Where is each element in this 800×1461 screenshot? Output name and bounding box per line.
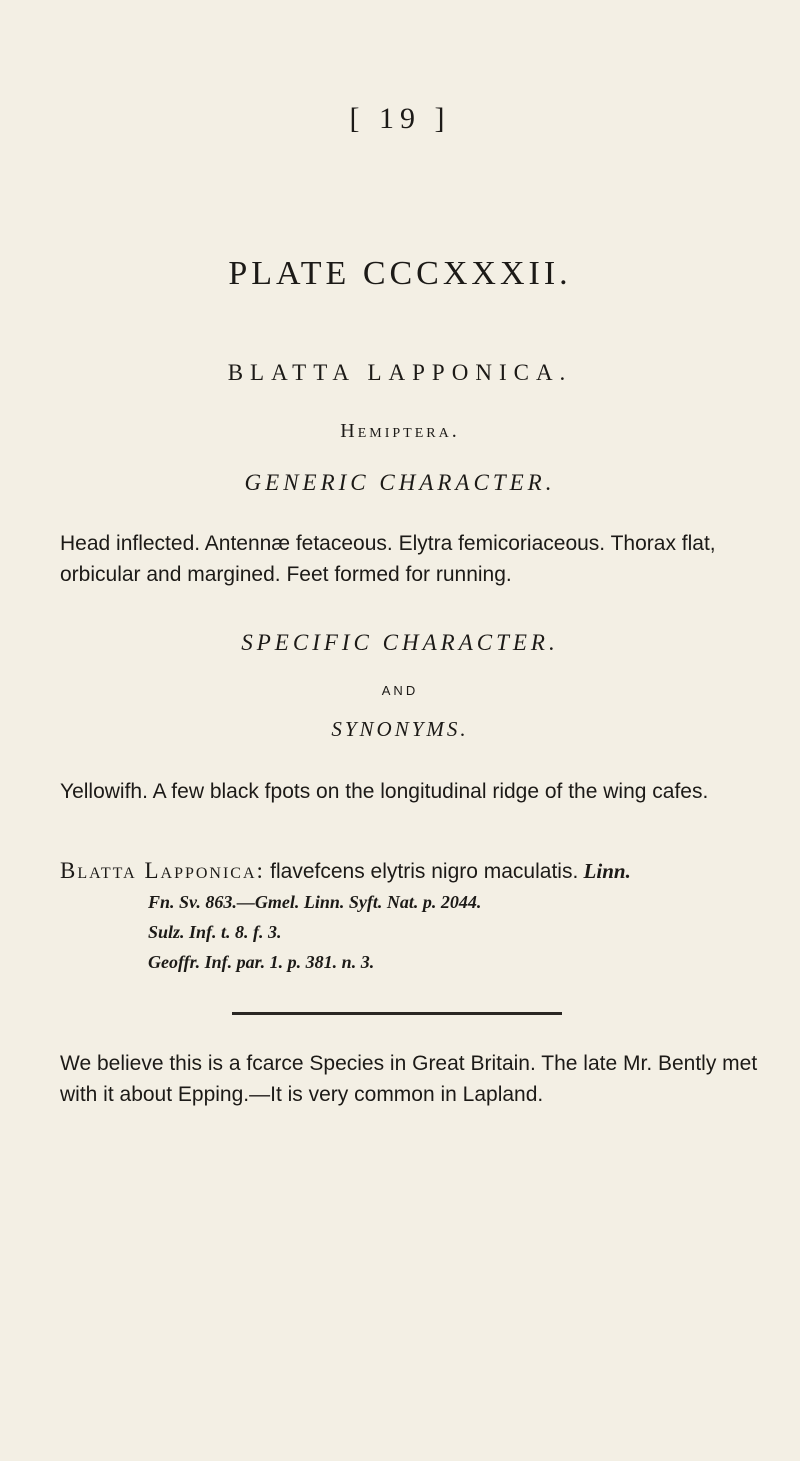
page-number: [ 19 ] — [349, 102, 451, 135]
and-label: AND — [381, 683, 419, 698]
generic-character-heading: GENERIC CHARACTER. — [244, 470, 556, 495]
synonym-entry — [60, 856, 770, 887]
generic-character-text: Head inflected. Antennæ fetaceous. Elytra femicoriaceous. Thorax flat, orbicular and margined. Feet formed for running. — [60, 532, 716, 586]
note-text: We believe this is a fcarce Species in Great Britain. The late Mr. Bently met with it about Epping.—It is very common in Lapland. — [60, 1052, 758, 1106]
synonym-description: flavefcens elytris nigro maculatis. — [270, 860, 579, 883]
specific-character-heading: SPECIFIC CHARACTER. — [241, 630, 559, 655]
synonym-reference: Sulz. Inf. t. 8. f. 3. — [148, 922, 282, 942]
specific-character-text: Yellowifh. A few black fpots on the longitudinal ridge of the wing cafes. — [60, 780, 709, 803]
synonyms-heading: SYNONYMS. — [331, 717, 469, 741]
synonym-block — [60, 856, 770, 977]
plate-title: PLATE CCCXXXII. — [228, 255, 572, 292]
synonym-reference-linn: Linn. — [583, 859, 631, 883]
order-name: Hemiptera. — [340, 420, 460, 442]
synonym-reference: Fn. Sv. 863.—Gmel. Linn. Syft. Nat. p. 2044. — [148, 892, 482, 912]
divider-rule — [232, 1012, 562, 1015]
synonym-name: Blatta Lapponica: — [60, 858, 265, 883]
synonym-reference: Geoffr. Inf. par. 1. p. 381. n. 3. — [148, 952, 375, 972]
species-name: BLATTA LAPPONICA. — [227, 360, 573, 385]
